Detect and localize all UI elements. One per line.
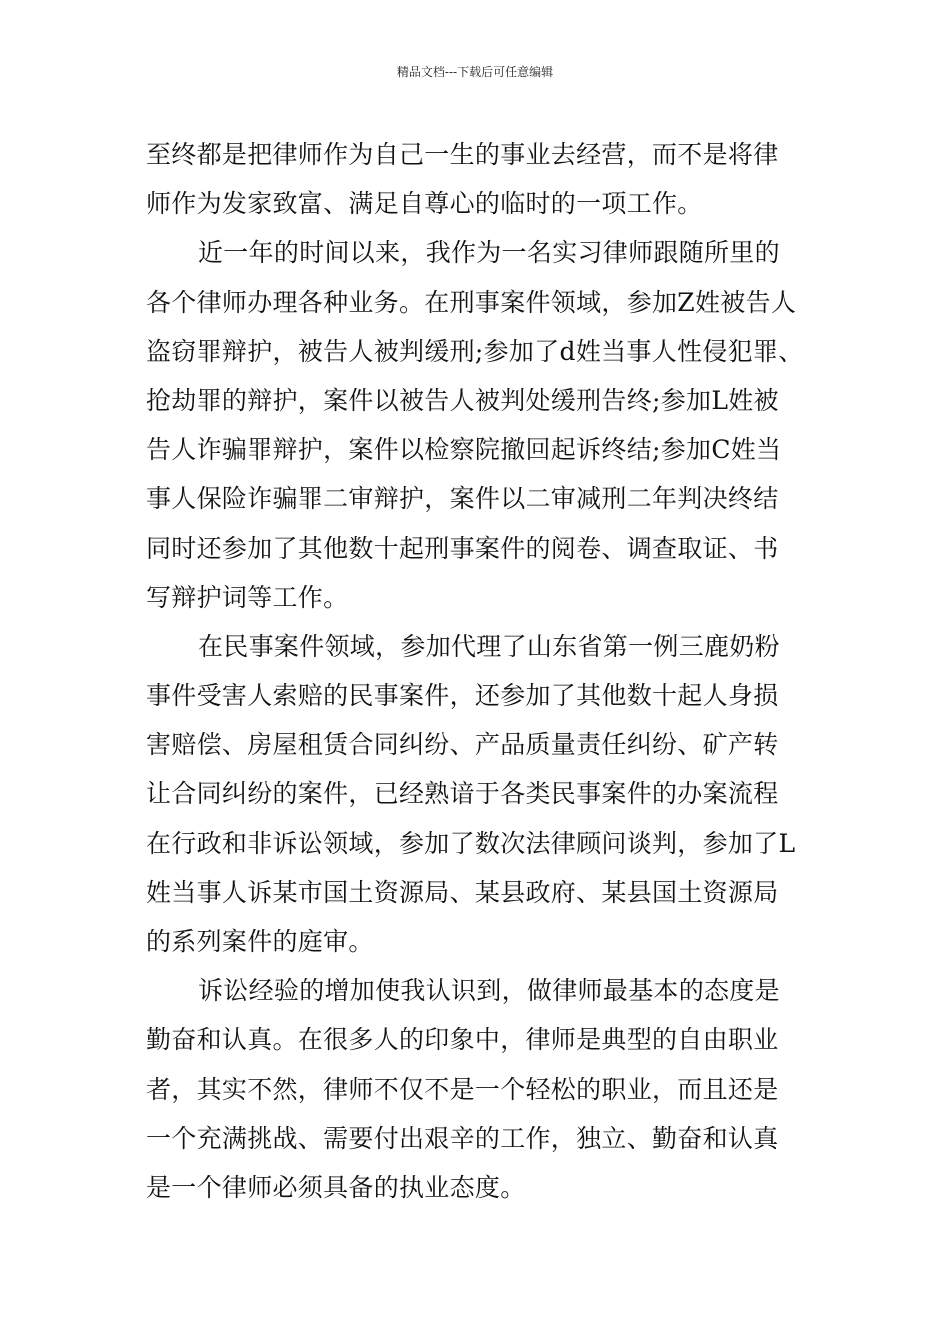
text-line: 者，其实不然，律师不仅不是一个轻松的职业，而且还是 — [146, 1074, 779, 1104]
paragraph — [146, 228, 814, 622]
paragraph — [146, 130, 814, 228]
text-line: 抢劫罪的辩护，案件以被告人被判处缓刑告终;参加L姓被 — [146, 385, 779, 415]
document-body — [146, 130, 814, 1212]
text-line: 害赔偿、房屋租赁合同纠纷、产品质量责任纠纷、矿产转 — [146, 730, 779, 760]
page-header: 精品文档---下载后可任意编辑 — [396, 65, 554, 79]
text-line: 事人保险诈骗罪二审辩护，案件以二审减刑二年判决终结 — [146, 484, 779, 514]
text-line: 一个充满挑战、需要付出艰辛的工作，独立、勤奋和认真 — [146, 1123, 779, 1153]
text-line: 师作为发家致富、满足自尊心的临时的一项工作。 — [146, 189, 703, 219]
text-line: 在民事案件领域，参加代理了山东省第一例三鹿奶粉 — [198, 631, 780, 661]
paragraph — [146, 622, 814, 966]
text-line: 同时还参加了其他数十起刑事案件的阅卷、调查取证、书 — [146, 533, 779, 563]
text-line: 写辩护词等工作。 — [146, 582, 349, 612]
text-line: 姓当事人诉某市国土资源局、某县政府、某县国土资源局 — [146, 877, 779, 907]
text-line: 各个律师办理各种业务。在刑事案件领域，参加Z姓被告人 — [146, 287, 797, 317]
text-line: 近一年的时间以来，我作为一名实习律师跟随所里的 — [198, 238, 780, 268]
text-line: 在行政和非诉讼领域，参加了数次法律顾问谈判，参加了L — [146, 828, 796, 858]
text-line: 至终都是把律师作为自己一生的事业去经营，而不是将律 — [146, 140, 779, 169]
paragraph — [146, 966, 814, 1212]
text-line: 勤奋和认真。在很多人的印象中，律师是典型的自由职业 — [146, 1025, 779, 1055]
text-line: 让合同纠纷的案件，已经熟谙于各类民事案件的办案流程 — [146, 779, 779, 809]
text-line: 告人诈骗罪辩护，案件以检察院撤回起诉终结;参加C姓当 — [146, 435, 782, 465]
text-line: 事件受害人索赔的民事案件，还参加了其他数十起人身损 — [146, 681, 779, 711]
text-line: 诉讼经验的增加使我认识到，做律师最基本的态度是 — [198, 976, 780, 1006]
text-line: 是一个律师必须具备的执业态度。 — [146, 1172, 526, 1202]
text-line: 的系列案件的庭审。 — [146, 927, 374, 956]
text-line: 盗窃罪辩护，被告人被判缓刑;参加了d姓当事人性侵犯罪、 — [146, 336, 804, 366]
